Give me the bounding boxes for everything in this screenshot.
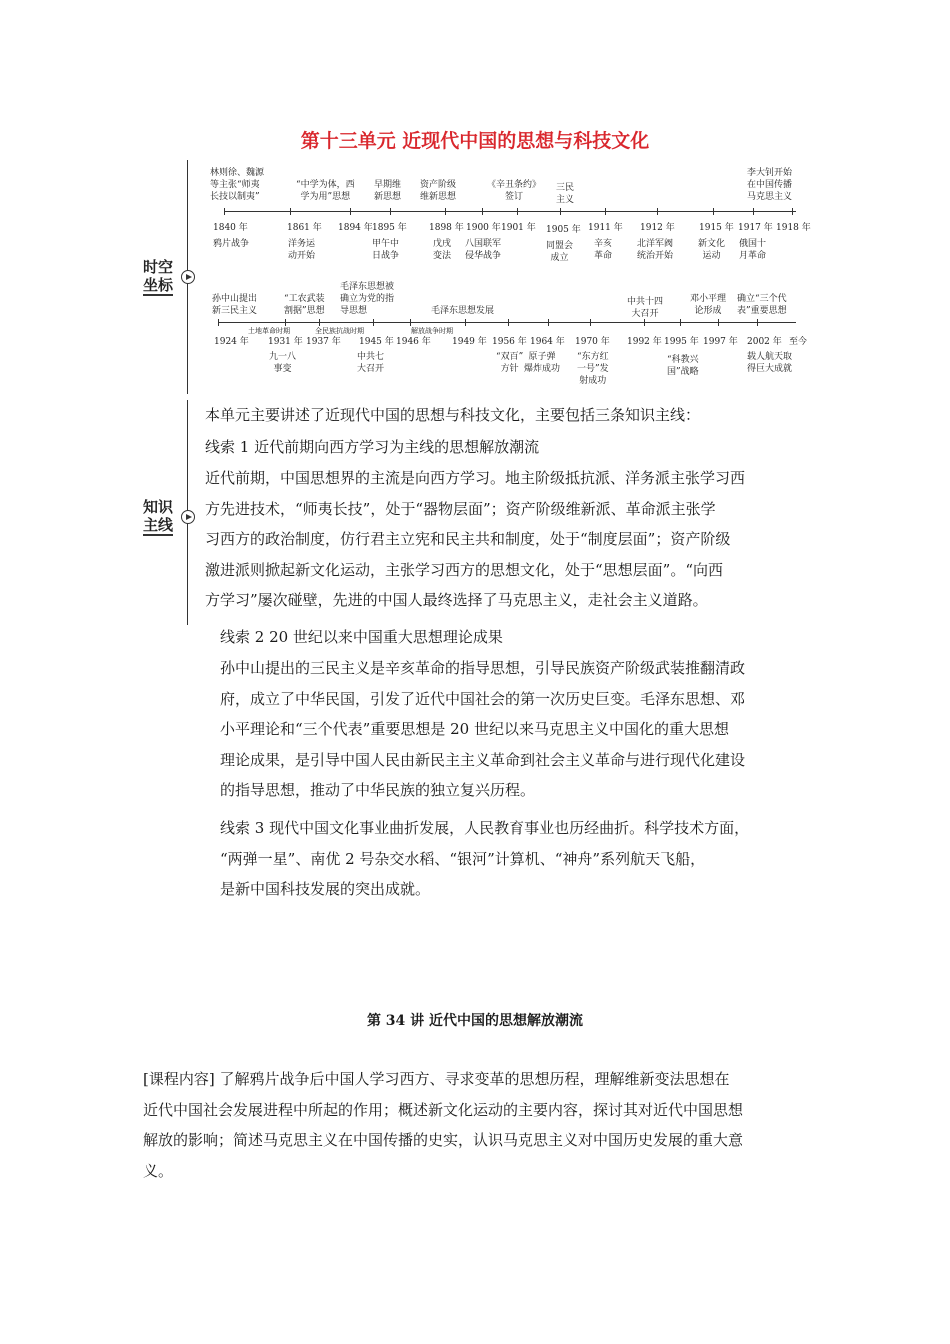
timeline-2-year: 1949 年 (452, 337, 487, 347)
timeline-2-period: 解放战争时期 (411, 327, 453, 335)
text-line: 近代中国社会发展进程中所起的作用；概述新文化运动的主要内容，探讨其对近代中国思想 (143, 1100, 744, 1119)
timeline-2-year: 1924 年 (214, 337, 249, 347)
lecture-title: 第 34 讲 近代中国的思想解放潮流 (366, 1013, 584, 1029)
text-line: 理论成果，是引导中国人民由新民主主义革命到社会主义革命与进行现代化建设 (220, 750, 746, 769)
timeline-2-tick (644, 319, 645, 326)
intro-text: 本单元主要讲述了近现代中国的思想与科技文化，主要包括三条知识主线： (205, 406, 701, 424)
timeline-1-below-label: 新文化 运动 (698, 239, 726, 261)
timeline-2-year: 2002 年 (747, 337, 782, 347)
timeline-1-year: 1915 年 (699, 223, 734, 233)
text-line: 小平理论和“三个代表”重要思想是 20 世纪以来马克思主义中国化的重大思想 (220, 720, 729, 738)
text-line: “两弹一星”、南优 2 号杂交水稻、“银河”计算机、“神舟”系列航天飞船， (220, 849, 706, 868)
timeline-1-tick (605, 208, 606, 215)
timeline-2-above-label: 孙中山提出 新三民主义 (212, 294, 258, 316)
timeline-2-year: 1997 年 (703, 337, 738, 347)
zhishi-label-1: 知识 (142, 498, 173, 516)
unit-title: 第十三单元 近现代中国的思想与科技文化 (300, 130, 650, 152)
timeline-2-year: 1946 年 (396, 337, 431, 347)
timeline-1-below-label: 北洋军阀 统治开始 (637, 239, 674, 261)
timeline-2-below-label: “双百” 方针 (496, 352, 524, 374)
timeline-1-year: 1894 年 (338, 223, 373, 233)
timeline-1-year: 1895 年 (372, 223, 407, 233)
timeline-1-year: 1918 年 (776, 223, 811, 233)
timeline-1-year: 1900 年 (466, 223, 501, 233)
timeline-2-tick (508, 319, 509, 326)
play-icon (181, 270, 195, 284)
timeline-1-below-label: 甲午中 日战争 (372, 239, 400, 261)
timeline-2-above-label: 中共十四 大召开 (627, 297, 664, 319)
timeline-2-year: 1964 年 (530, 337, 565, 347)
timeline-2-above-label: 确立“三个代 表”重要思想 (737, 294, 787, 316)
text-line: 孙中山提出的三民主义是辛亥革命的指导思想，引导民族资产阶级武装推翻清政 (220, 659, 746, 677)
text-line: 线索 3 现代中国文化事业曲折发展，人民教育事业也历经曲折。科学技术方面， (220, 819, 750, 837)
clue-2-heading: 线索 2 20 世纪以来中国重大思想理论成果 (220, 628, 503, 646)
timeline-2-year: 1945 年 (359, 337, 394, 347)
timeline-1-year: 1912 年 (640, 223, 675, 233)
timeline-1-below-label: 同盟会 成立 (546, 241, 574, 263)
timeline-2-below-label: “东方红 一号”发 射成功 (577, 352, 609, 386)
shikong-label-2: 坐标 (142, 276, 173, 294)
timeline-1-year: 1917 年 (738, 223, 773, 233)
clue-3-paragraph (220, 813, 749, 905)
timeline-1-above-label: “中学为体，西 学为用”思想 (296, 180, 355, 202)
timeline-2-tick (548, 319, 549, 326)
text-line: 解放的影响；简述马克思主义在中国传播的史实，认识马克思主义对中国历史发展的重大意 (143, 1131, 744, 1149)
timeline-1-below-label: 鸦片战争 (213, 239, 250, 249)
timeline-1-above-label: 三民 主义 (556, 183, 575, 205)
shikong-label-1: 时空 (142, 258, 173, 276)
timeline-1-tick (290, 208, 291, 215)
timeline-2-tick (373, 319, 374, 326)
zhishi-label (138, 498, 178, 536)
timeline-1-year: 1898 年 (429, 223, 464, 233)
timeline-1-tick (753, 208, 754, 215)
timeline-1-year: 1905 年 (546, 225, 581, 235)
shikong-label (138, 258, 178, 296)
timeline-1-tick (713, 208, 714, 215)
zhishi-label-2: 主线 (142, 516, 173, 534)
timeline-2-tick (590, 319, 591, 326)
text-line: 的指导思想，推动了中华民族的独立复兴历程。 (220, 781, 536, 799)
timeline-1-below-label: 八国联军 侵华战争 (465, 239, 502, 261)
timeline-1-below-label: 俄国十 月革命 (739, 239, 767, 261)
timeline-2-above-label: “工农武装 割据”思想 (284, 294, 325, 316)
timeline-2-year: 至今 (789, 337, 808, 347)
text-line: [课程内容] 了解鸦片战争后中国人学习西方、寻求变革的思想历程，理解维新变法思想在 (143, 1070, 730, 1088)
timeline-1-below-label: 戊戌 变法 (433, 239, 452, 261)
timeline-1-tick (224, 208, 225, 215)
timeline-2-axis (218, 322, 796, 323)
text-line: 方先进技术，“师夷长技”，处于“器物层面”；资产阶级维新派、革命派主张学 (205, 499, 716, 518)
timeline-1-tick (517, 208, 518, 215)
timeline-2-below-label: 原子弹 爆炸成功 (524, 352, 561, 374)
timeline-2-tick (757, 319, 758, 326)
timeline-1-tick (390, 208, 391, 215)
timeline-2-below-label: “科教兴 国”战略 (667, 355, 699, 377)
timeline-1-year: 1901 年 (501, 223, 536, 233)
clue-1-paragraph (205, 463, 745, 616)
timeline-2-tick (465, 319, 466, 326)
timeline-1-tick (657, 208, 658, 215)
text-line: 是新中国科技发展的突出成就。 (220, 880, 431, 898)
text-line: 义。 (143, 1161, 174, 1180)
timeline-2-tick (680, 319, 681, 326)
timeline-1-above-label: 《辛丑条约》 签订 (487, 180, 542, 202)
timeline-2-tick (218, 319, 219, 326)
timeline-2-above-label: 邓小平理 论形成 (690, 294, 727, 316)
text-line: 方学习”屡次碰壁，先进的中国人最终选择了马克思主义，走社会主义道路。 (205, 591, 708, 609)
timeline-2-period: 土地革命时期 (248, 327, 290, 335)
timeline-2-year: 1970 年 (575, 337, 610, 347)
timeline-2-below-label: 载人航天取 得巨大成就 (747, 352, 793, 374)
timeline-2-tick (285, 319, 286, 326)
timeline-1-above-label: 李大钊开始 在中国传播 马克思主义 (747, 168, 793, 202)
text-line: 习西方的政治制度，仿行君主立宪和民主共和制度，处于“制度层面”；资产阶级 (205, 530, 731, 548)
play-icon (181, 510, 195, 524)
clue-1-heading: 线索 1 近代前期向西方学习为主线的思想解放潮流 (205, 438, 540, 456)
timeline-1-tick (445, 208, 446, 215)
timeline-2-tick (319, 319, 320, 326)
timeline-2-below-label: 九一八 事变 (269, 352, 297, 374)
timeline-1-above-label: 早期维 新思想 (374, 180, 402, 202)
timeline-1-tick (560, 208, 561, 215)
timeline-2-period: 全民族抗战时期 (315, 327, 364, 335)
timeline-1-tick (350, 208, 351, 215)
timeline-2-year: 1931 年 (268, 337, 303, 347)
timeline-2-year: 1995 年 (664, 337, 699, 347)
timeline-1-below-label: 洋务运 动开始 (288, 239, 316, 261)
timeline-2-tick (410, 319, 411, 326)
timeline-2-year: 1992 年 (627, 337, 662, 347)
timeline-1-above-label: 林则徐、魏源 等主张“师夷 长技以制夷” (210, 168, 265, 202)
timeline-2-year: 1937 年 (306, 337, 341, 347)
timeline-1-above-label: 资产阶级 维新思想 (420, 180, 457, 202)
timeline-1-tick (792, 208, 793, 215)
timeline-1-year: 1840 年 (213, 223, 248, 233)
timeline-1-year: 1911 年 (588, 223, 623, 233)
timeline-2-year: 1956 年 (492, 337, 527, 347)
timeline-1-tick (482, 208, 483, 215)
timeline-2-above-label: 毛泽东思想发展 (431, 306, 495, 316)
timeline-1-axis (224, 211, 796, 212)
timeline-1-below-label: 辛亥 革命 (594, 239, 613, 261)
timeline-1-year: 1861 年 (287, 223, 322, 233)
text-line: 近代前期，中国思想界的主流是向西方学习。地主阶级抵抗派、洋务派主张学习西 (205, 469, 746, 487)
text-line: 激进派则掀起新文化运动，主张学习西方的思想文化，处于“思想层面”。“向西 (205, 560, 724, 579)
text-line: 府，成立了中华民国，引发了近代中国社会的第一次历史巨变。毛泽东思想、邓 (220, 689, 746, 708)
timeline-2-above-label: 毛泽东思想被 确立为党的指 导思想 (340, 282, 395, 316)
timeline-2-tick (718, 319, 719, 326)
course-content (143, 1064, 743, 1186)
timeline-2-below-label: 中共七 大召开 (357, 352, 385, 374)
clue-2-paragraph (220, 653, 745, 806)
